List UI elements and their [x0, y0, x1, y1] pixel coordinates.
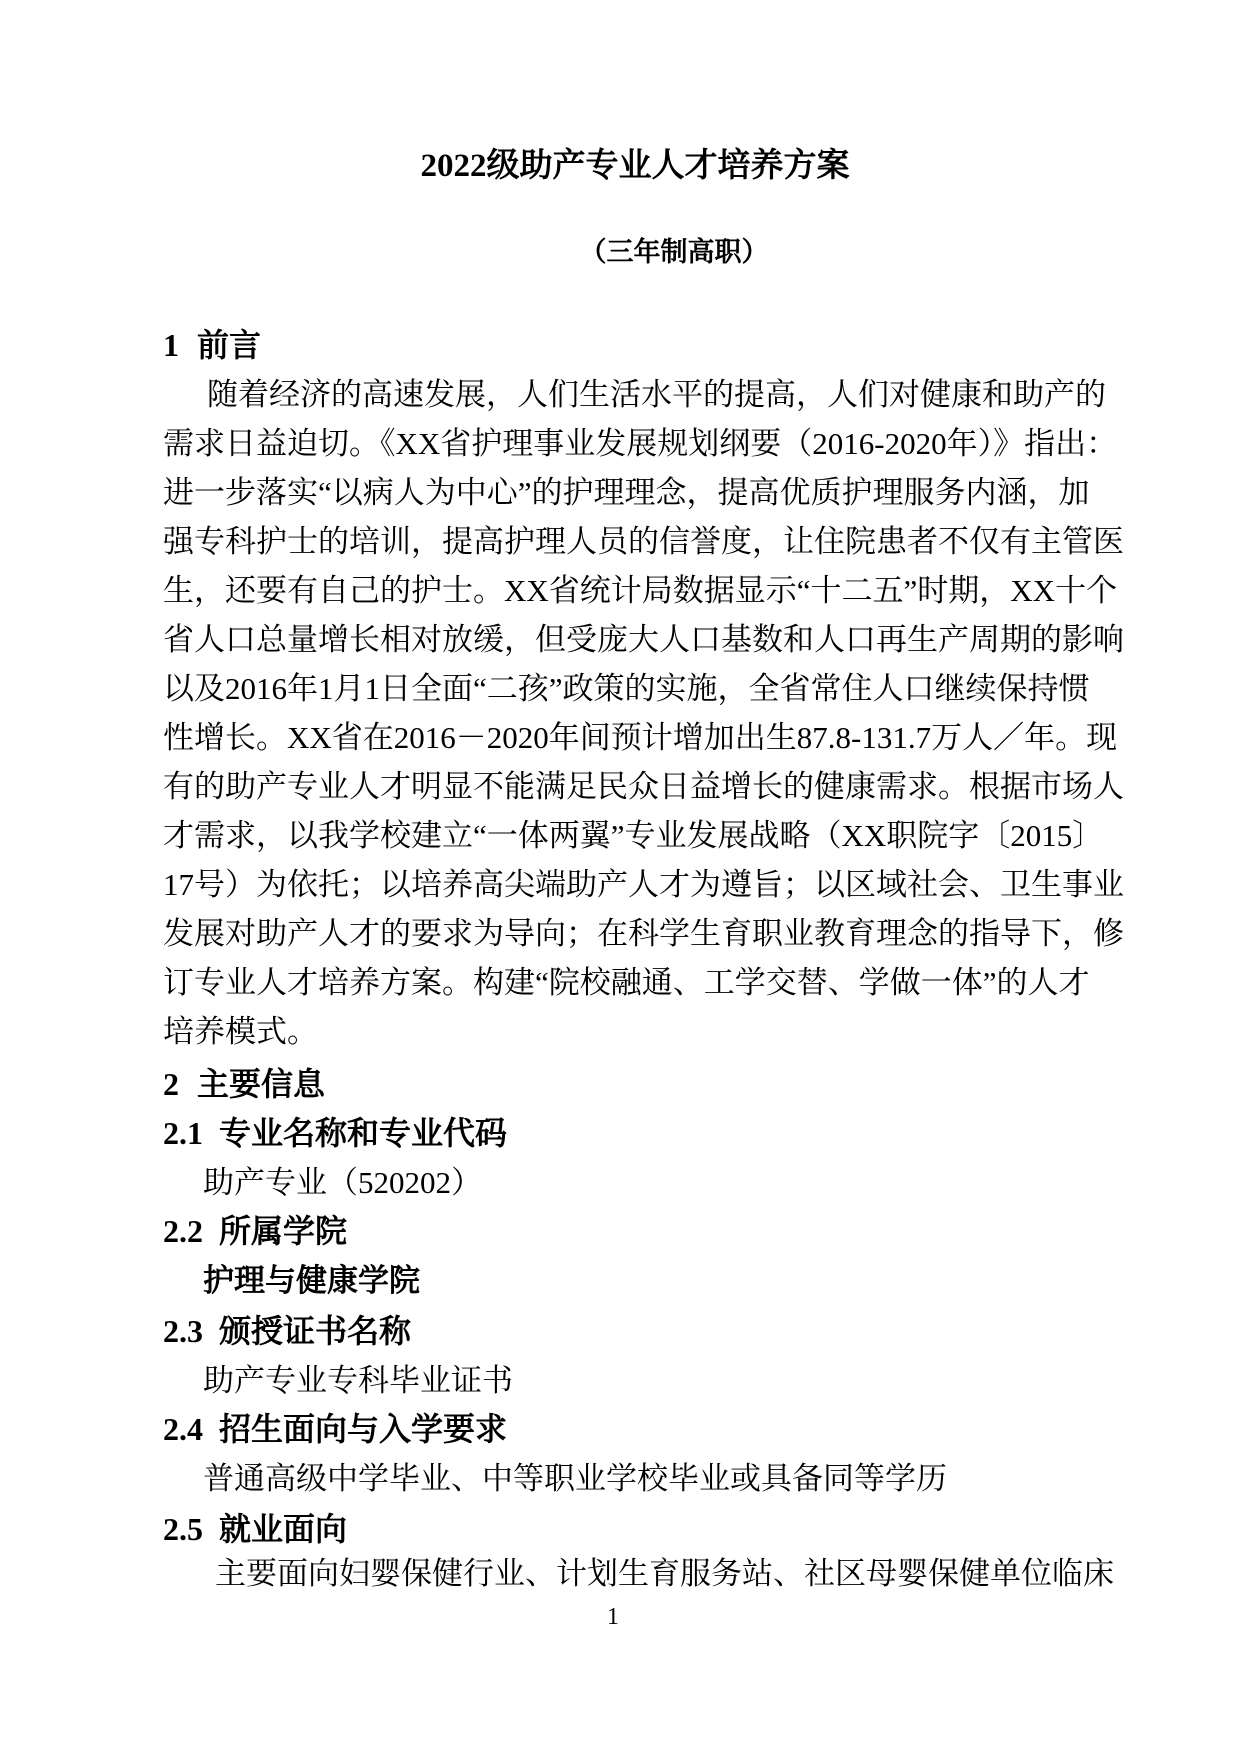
page-number: 1: [607, 1604, 619, 1630]
paragraph-line: 省人口总量增长相对放缓，但受庞大人口基数和人口再生产周期的影响: [163, 622, 1124, 657]
section-1-heading: 1 前言: [163, 327, 262, 363]
paragraph-line: 有的助产专业人才明显不能满足民众日益增长的健康需求。根据市场人: [163, 769, 1124, 804]
section-2-4-heading: 2.4 招生面向与入学要求: [163, 1411, 508, 1447]
section-2-1-value: 助产专业（520202）: [203, 1165, 482, 1200]
paragraph-line: 生，还要有自己的护士。XX省统计局数据显示“十二五”时期，XX十个: [163, 573, 1118, 608]
section-2-heading: 2 主要信息: [163, 1066, 326, 1102]
paragraph-line: 需求日益迫切。《XX省护理事业发展规划纲要（2016-2020年）》指出：: [163, 426, 1118, 461]
paragraph-line: 强专科护士的培训，提高护理人员的信誉度，让住院患者不仅有主管医: [163, 524, 1124, 559]
section-2-3-heading: 2.3 颁授证书名称: [163, 1313, 412, 1349]
section-2-1-heading: 2.1 专业名称和专业代码: [163, 1115, 508, 1151]
paragraph-line: 订专业人才培养方案。构建“院校融通、工学交替、学做一体”的人才: [163, 965, 1090, 1000]
section-2-2-value: 护理与健康学院: [203, 1263, 420, 1298]
section-2-5-value: 主要面向妇婴保健行业、计划生育服务站、社区母婴保健单位临床: [215, 1556, 1114, 1591]
paragraph-line: 随着经济的高速发展，人们生活水平的提高，人们对健康和助产的: [207, 377, 1106, 412]
paragraph-line: 发展对助产人才的要求为导向；在科学生育职业教育理念的指导下，修: [163, 916, 1124, 951]
page-title: 2022级助产专业人才培养方案: [420, 148, 850, 184]
section-2-3-value: 助产专业专科毕业证书: [203, 1363, 513, 1398]
section-2-4-value: 普通高级中学毕业、中等职业学校毕业或具备同等学历: [203, 1461, 947, 1496]
section-2-2-heading: 2.2 所属学院: [163, 1213, 348, 1249]
document-content: [163, 0, 1124, 1598]
page-subtitle: （三年制高职）: [579, 237, 769, 267]
intro-paragraph: [163, 370, 1124, 1056]
paragraph-line: 培养模式。: [163, 1014, 318, 1049]
paragraph-line: 17号）为依托；以培养高尖端助产人才为遵旨；以区域社会、卫生事业: [163, 867, 1124, 902]
paragraph-line: 性增长。XX省在2016－2020年间预计增加出生87.8-131.7万人／年。现: [163, 720, 1118, 755]
paragraph-line: 以及2016年1月1日全面“二孩”政策的实施，全省常住人口继续保持惯: [163, 671, 1090, 706]
paragraph-line: 进一步落实“以病人为中心”的护理理念，提高优质护理服务内涵，加: [163, 475, 1090, 510]
section-2-5-heading: 2.5 就业面向: [163, 1511, 348, 1547]
paragraph-line: 才需求，以我学校建立“一体两翼”专业发展战略（XX职院字〔2015〕: [163, 818, 1104, 853]
